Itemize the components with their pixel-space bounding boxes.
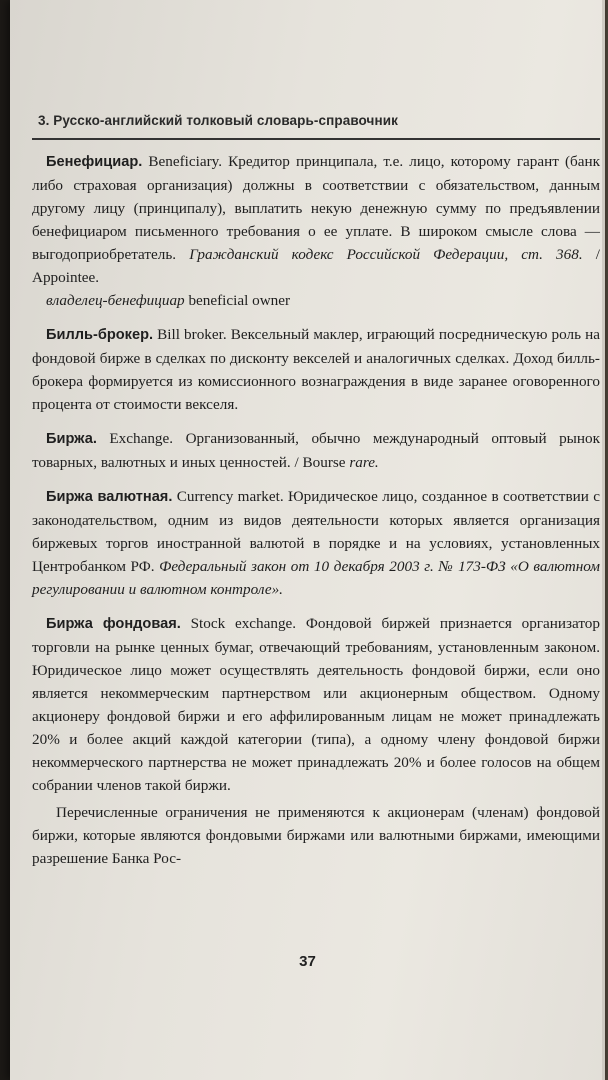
entry-text: Bill broker. Вексельный маклер, играющий посредническую роль на фондовой бирже в сделках по дисконту векселей и аналогичных сделках. Доход билль-брокера формируется из комиссионного вознаграждения в виде заранее оговоренного процента от стоимости векселя. — [32, 326, 600, 413]
entry-term: Бенефициар. — [46, 154, 143, 170]
entry-tail: / Appointee. — [32, 246, 600, 286]
entry-term: Билль-брокер. — [46, 327, 154, 343]
entry-reference: Гражданский кодекс Российской Федерации, ст. 368. — [189, 246, 583, 263]
entry-term: Биржа валютная. — [46, 489, 173, 505]
page-edge — [602, 0, 605, 1080]
entry-term: Биржа фондовая. — [46, 616, 181, 632]
entry-text: Currency market. Юридическое лицо, созданное в соответствии с законодательством, одним из видов деятельности которых является организация биржевых торгов иностранной валютой в порядке и на условиях, установленных Центробанком РФ. — [32, 488, 600, 575]
entry-text: Exchange. Организованный, обычно международный оптовый рынок товарных, валютных и иных ценностей. / Bourse — [32, 430, 600, 471]
entry-reference: Федеральный закон от 10 декабря 2003 г. № 173-ФЗ «О валютном регулировании и валютном контроле». — [32, 558, 600, 598]
subterm-russian: владелец-бенефициар — [46, 292, 185, 309]
entry-term: Биржа. — [46, 431, 97, 447]
entry-text: Beneficiary. Кредитор принципала, т.е. лицо, которому гарант (банк либо страховая организация) должны в соответствии с обязательством, данным другому лицу (принципалу), выплатить некую денежную сумму по предъявлении бенефициаром письменного требования о ее уплате. В широком смысле слова — выгодоприобретатель. — [32, 153, 600, 263]
header-rule — [32, 138, 600, 140]
entry-currency-market — [32, 485, 600, 601]
page-number: 37 — [299, 953, 316, 970]
entry-stock-exchange — [32, 612, 600, 797]
page-content — [32, 150, 600, 881]
entry-exchange — [32, 427, 600, 474]
entry-beneficiary — [32, 150, 600, 289]
entry-bill-broker — [32, 323, 600, 416]
running-header: 3. Русско-английский толковый словарь-справочник — [38, 113, 398, 128]
book-page — [10, 0, 605, 1080]
entry-subterm — [32, 289, 600, 312]
entry-continuation: Перечисленные ограничения не применяются к акционерам (членам) фондовой биржи, которые являются фондовыми биржами или валютными биржами, имеющими разрешение Банка Рос- — [32, 804, 600, 867]
entry-tail: rare. — [349, 454, 379, 471]
entry-text: Stock exchange. Фондовой биржей признается организатор торговли на рынке ценных бумаг, отвечающий требованиям, установленным законом. Юридическое лицо может осуществлять деятельность фондовой биржи, если оно является некоммерческим партнерством или акционерным обществом. Одному акционеру фондовой биржи и его аффилированным лицам не может принадлежать 20% и более акций каждой категории (типа), а одному члену фондовой биржи некоммерческого партнерства не может принадлежать 20% и более голосов на общем собрании членов такой биржи. — [32, 615, 600, 794]
subterm-english: beneficial owner — [184, 292, 291, 309]
